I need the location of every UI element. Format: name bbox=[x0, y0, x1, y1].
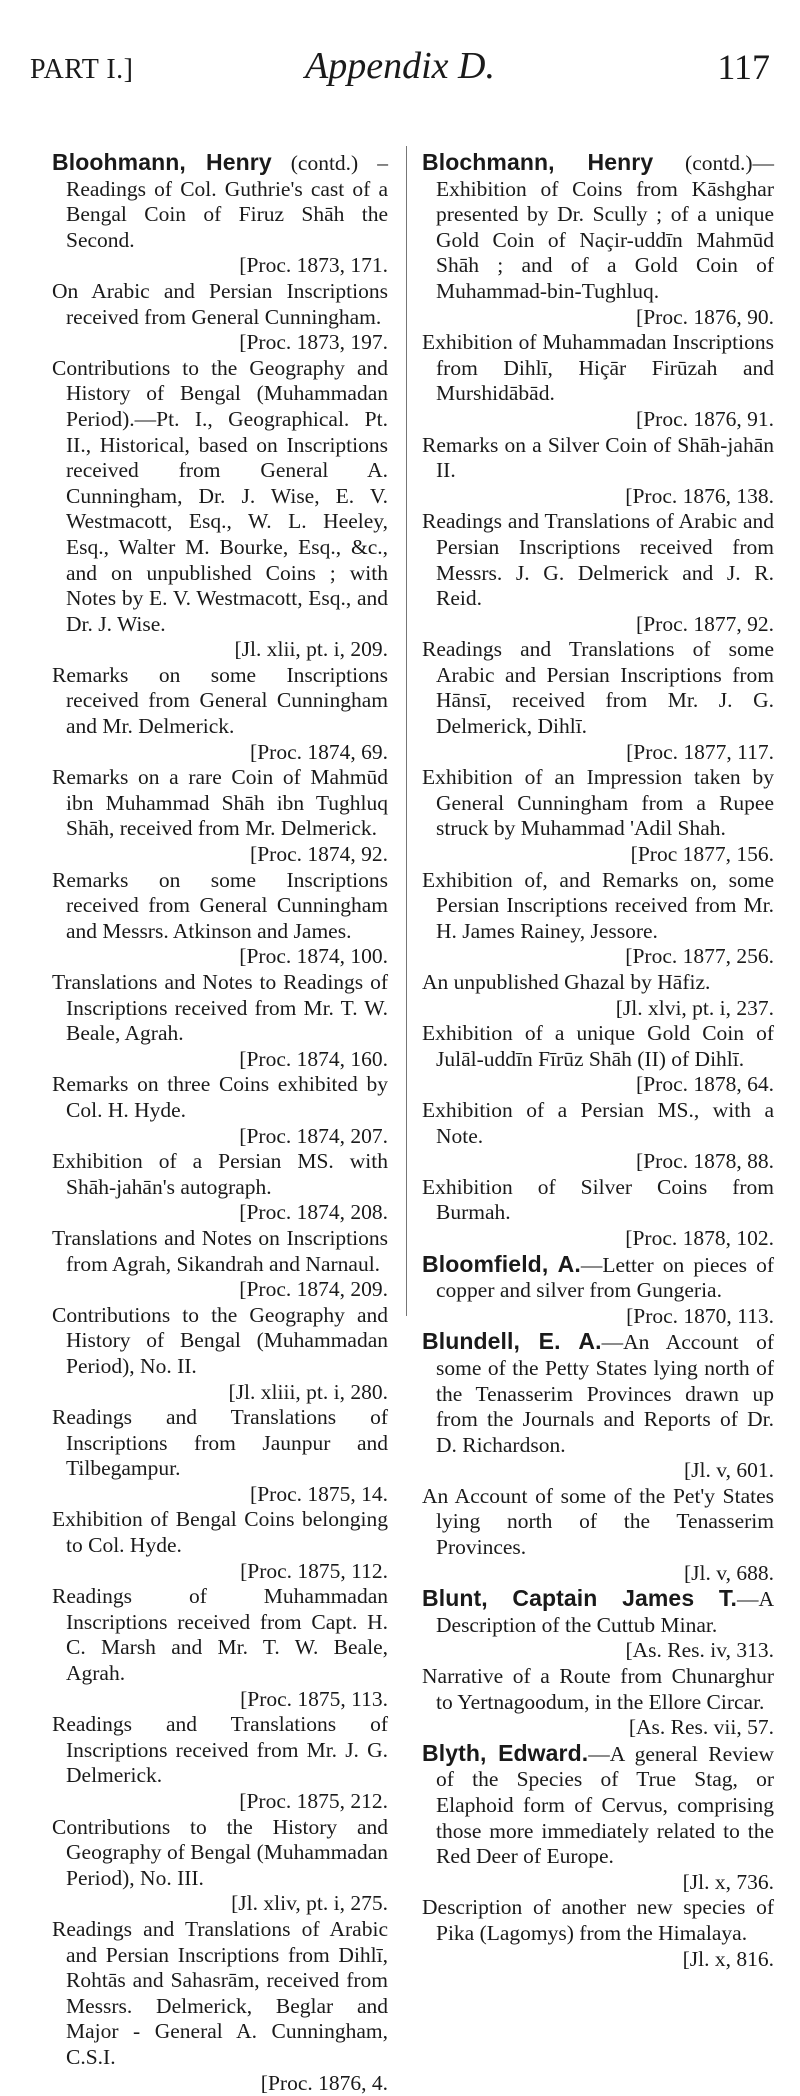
entry-title: Remarks on some Inscriptions received from General Cunningham and Messrs. Atkinson and James. bbox=[52, 867, 388, 943]
entry-reference: [Jl. xlvi, pt. i, 237. bbox=[615, 995, 774, 1020]
index-entry bbox=[422, 1741, 774, 1896]
entry-title: Readings and Translations of Inscriptions received from Mr. J. G. Delmerick. bbox=[52, 1712, 388, 1788]
entry-reference: [Jl. v, 688. bbox=[684, 1560, 774, 1585]
entry-reference: [Proc. 1878, 102. bbox=[625, 1225, 774, 1250]
entry-title: Remarks on a Silver Coin of Shāh-jahān II. bbox=[422, 432, 774, 483]
entry-title: Translations and Notes on Inscriptions from Agrah, Sikandrah and Narnaul. bbox=[52, 1225, 388, 1276]
index-entry bbox=[422, 637, 774, 765]
entry-title: Readings and Translations of Arabic and Persian Inscriptions received from Messrs. J. G. Delmerick and J. R. Reid. bbox=[422, 509, 774, 611]
entry-reference: [Proc. 1873, 197. bbox=[239, 330, 388, 355]
index-entry bbox=[52, 1072, 388, 1149]
index-entry bbox=[422, 1484, 774, 1586]
index-entry bbox=[52, 868, 388, 970]
entry-reference: [Proc. 1875, 113. bbox=[240, 1686, 388, 1711]
entry-title: —A general Review of the Species of True Stag, or Elaphoid form of Cervus, comprising those more immediately related to the Red Deer of Europe. bbox=[436, 1741, 774, 1869]
author-heading: Blunt, Captain James T. bbox=[422, 1585, 737, 1612]
entry-reference: [Proc. 1875, 212. bbox=[239, 1789, 388, 1813]
author-heading: Blundell, E. A. bbox=[422, 1328, 602, 1355]
entry-title: Exhibition of a Persian MS. with Shāh-jahān's autograph. bbox=[52, 1149, 388, 1199]
entry-reference: [Proc. 1874, 208. bbox=[239, 1200, 388, 1225]
entry-reference: [Proc. 1878, 64. bbox=[636, 1072, 774, 1097]
index-entry bbox=[52, 1712, 388, 1814]
part-label: PART I.] bbox=[30, 54, 134, 85]
entry-title: An Account of some of the Pet'y States lying north of the Tenasserim Provinces. bbox=[422, 1483, 774, 1560]
entry-title: Remarks on a rare Coin of Mahmūd ibn Muhammad Shāh ibn Tughluq Shāh, received from Mr. Delmerick. bbox=[52, 765, 388, 841]
entry-title: Remarks on some Inscriptions received from General Cunningham and Mr. Delmerick. bbox=[52, 662, 388, 739]
entry-title: —An Account of some of the Petty States lying north of the Tenasserim Provinces drawn up from the Journals and Reports of Dr. D. Richardson. bbox=[436, 1330, 774, 1457]
index-entry bbox=[422, 1098, 774, 1175]
index-entry bbox=[52, 1405, 388, 1507]
entry-reference: [Proc. 1877, 256. bbox=[625, 944, 774, 969]
page-number: 117 bbox=[717, 47, 770, 87]
index-entry bbox=[422, 1329, 774, 1484]
entry-title: Exhibition of Bengal Coins belonging to Col. Hyde. bbox=[52, 1507, 388, 1558]
right-column bbox=[422, 150, 774, 1972]
running-title: Appendix D. bbox=[305, 45, 495, 87]
column-divider bbox=[406, 146, 407, 1316]
entry-title: Readings and Translations of Inscriptions from Jaunpur and Tilbegampur. bbox=[52, 1405, 388, 1481]
entry-title: Contributions to the History and Geography of Bengal (Muhammadan Period), No. III. bbox=[52, 1814, 388, 1890]
entry-reference: [As. Res. vii, 57. bbox=[628, 1715, 774, 1740]
entry-title: Exhibition of an Impression taken by General Cunningham from a Rupee struck by Muhammad 'Adil Shah. bbox=[422, 765, 774, 841]
author-heading: Blyth, Edward. bbox=[422, 1739, 589, 1766]
entry-title: Readings and Translations of some Arabic and Persian Inscriptions from Hānsī, received from Mr. J. G. Delmerick, Dihlī. bbox=[422, 637, 774, 739]
entry-reference: [Proc. 1875, 14. bbox=[250, 1481, 388, 1506]
index-entry bbox=[52, 1815, 388, 1917]
index-entry bbox=[52, 970, 388, 1072]
entry-title: Exhibition of, and Remarks on, some Persian Inscriptions received from Mr. H. James Rainey, Jessore. bbox=[422, 867, 774, 943]
entry-title: Exhibition of Muhammadan Inscriptions from Dihlī, Hiçār Firūzah and Murshidābād. bbox=[422, 330, 774, 406]
index-entry bbox=[52, 150, 388, 279]
entry-reference: [Proc. 1876, 138. bbox=[625, 483, 774, 508]
index-entry bbox=[52, 279, 388, 356]
entry-reference: [Jl. x, 736. bbox=[682, 1869, 774, 1894]
entry-reference: [Proc. 1874, 100. bbox=[239, 944, 388, 969]
entry-reference: [Proc 1877, 156. bbox=[630, 842, 774, 867]
entry-reference: [Jl. xliv, pt. i, 275. bbox=[231, 1891, 388, 1916]
index-entry bbox=[422, 1021, 774, 1098]
entry-reference: [Jl. xlii, pt. i, 209. bbox=[234, 637, 388, 662]
index-entry bbox=[422, 765, 774, 867]
entry-title: Exhibition of Silver Coins from Burmah. bbox=[422, 1174, 774, 1225]
entry-title: Contributions to the Geography and History of Bengal (Muhammadan Period), No. II. bbox=[52, 1302, 388, 1378]
entry-reference: [Proc. 1877, 92. bbox=[636, 611, 774, 636]
index-entry bbox=[52, 1584, 388, 1712]
index-entry bbox=[52, 1303, 388, 1405]
index-entry bbox=[52, 1917, 388, 2096]
entry-title: On Arabic and Persian Inscriptions received from General Cunningham. bbox=[52, 278, 388, 329]
index-entry bbox=[52, 1149, 388, 1226]
heading-suffix: (contd.)— bbox=[653, 151, 774, 175]
index-entry bbox=[422, 509, 774, 637]
entry-title: Readings of Col. Guthrie's cast of a Bengal Coin of Firuz Shāh the Second. bbox=[66, 176, 388, 252]
index-entry bbox=[422, 150, 774, 330]
index-entry bbox=[422, 868, 774, 970]
entry-reference: [Proc. 1877, 117. bbox=[626, 739, 774, 764]
entry-reference: [Proc. 1876, 91. bbox=[636, 406, 774, 431]
entry-title: —Letter on pieces of copper and silver from Gungeria. bbox=[436, 1252, 775, 1303]
entry-reference: [As. Res. iv, 313. bbox=[625, 1638, 774, 1663]
entry-reference: [Proc. 1874, 207. bbox=[239, 1123, 388, 1148]
index-entry bbox=[52, 1226, 388, 1303]
index-entry bbox=[422, 1175, 774, 1252]
entry-title: Contributions to the Geography and History of Bengal (Muhammadan Period).—Pt. I., Geographical. Pt. II., Historical, based on Inscriptions received from General A. Cunningham, Dr. J. Wise, E. V. Westmacott, Esq., W. L. Heeley, Esq., Walter M. Bourke, Esq., &c., and on unpublished Coins ; with Notes by E. V. Westmacott, Esq., and Dr. J. Wise. bbox=[52, 355, 388, 636]
entry-title: An unpublished Ghazal by Hāfiz. bbox=[422, 970, 711, 994]
entry-reference: [Proc. 1878, 88. bbox=[636, 1149, 774, 1174]
entry-reference: [Proc. 1874, 160. bbox=[239, 1046, 388, 1071]
entry-reference: [Proc. 1870, 113. bbox=[626, 1303, 774, 1328]
index-entry bbox=[52, 1507, 388, 1584]
running-head bbox=[30, 44, 770, 104]
entry-reference: [Proc. 1873, 171. bbox=[239, 253, 388, 278]
index-entry bbox=[422, 970, 774, 1021]
entry-title: Readings and Translations of Arabic and Persian Inscriptions from Dihlī, Rohtās and Sahasrām, received from Messrs. Delmerick, Beglar and Major - General A. Cunningham, C.S.I. bbox=[52, 1916, 388, 2069]
entry-reference: [Jl. xliii, pt. i, 280. bbox=[228, 1379, 388, 1404]
author-heading: Bloohmann, Henry bbox=[52, 149, 272, 175]
index-entry bbox=[422, 433, 774, 510]
entry-title: Remarks on three Coins exhibited by Col. H. Hyde. bbox=[52, 1072, 388, 1122]
index-entry bbox=[52, 765, 388, 867]
entry-reference: [Proc. 1876, 4. bbox=[260, 2070, 388, 2095]
entry-reference: [Proc. 1875, 112. bbox=[240, 1558, 388, 1583]
index-entry bbox=[422, 1252, 774, 1330]
author-heading: Blochmann, Henry bbox=[422, 149, 654, 175]
index-entry bbox=[52, 356, 388, 663]
entry-title: Narrative of a Route from Chunarghur to Yertnagoodum, in the Ellore Circar. bbox=[422, 1664, 774, 1714]
entry-reference: [Proc. 1874, 92. bbox=[250, 842, 388, 867]
index-entry bbox=[422, 1586, 774, 1664]
entry-reference: [Proc. 1874, 69. bbox=[250, 739, 388, 764]
index-entry bbox=[422, 1895, 774, 1972]
entry-title: Description of another new species of Pika (Lagomys) from the Himalaya. bbox=[422, 1895, 774, 1945]
entry-title: Exhibition of Coins from Kāshghar presented by Dr. Scully ; of a unique Gold Coin of Naçir-uddīn Mahmūd Shāh ; and of a Gold Coin of Muhammad-bin-Tughluq. bbox=[436, 176, 774, 303]
entry-title: Exhibition of a Persian MS., with a Note. bbox=[422, 1097, 774, 1148]
index-entry bbox=[422, 330, 774, 432]
index-entry bbox=[52, 663, 388, 765]
index-entry bbox=[422, 1664, 774, 1741]
heading-suffix: (contd.) – bbox=[271, 151, 388, 175]
entry-reference: [Jl. x, 816. bbox=[682, 1946, 774, 1971]
entry-title: Readings of Muhammadan Inscriptions received from Capt. H. C. Marsh and Mr. T. W. Beale, Agrah. bbox=[52, 1584, 388, 1686]
entry-title: —A Description of the Cuttub Minar. bbox=[436, 1587, 774, 1637]
entry-title: Translations and Notes to Readings of Inscriptions received from Mr. T. W. Beale, Agrah. bbox=[52, 970, 388, 1046]
author-heading: Bloomfield, A. bbox=[422, 1250, 581, 1277]
left-column bbox=[52, 150, 388, 2096]
entry-reference: [Proc. 1876, 90. bbox=[636, 304, 774, 329]
entry-title: Exhibition of a unique Gold Coin of Julāl-uddīn Fīrūz Shāh (II) of Dihlī. bbox=[422, 1021, 774, 1071]
entry-reference: [Jl. v, 601. bbox=[684, 1458, 774, 1483]
entry-reference: [Proc. 1874, 209. bbox=[239, 1277, 388, 1302]
